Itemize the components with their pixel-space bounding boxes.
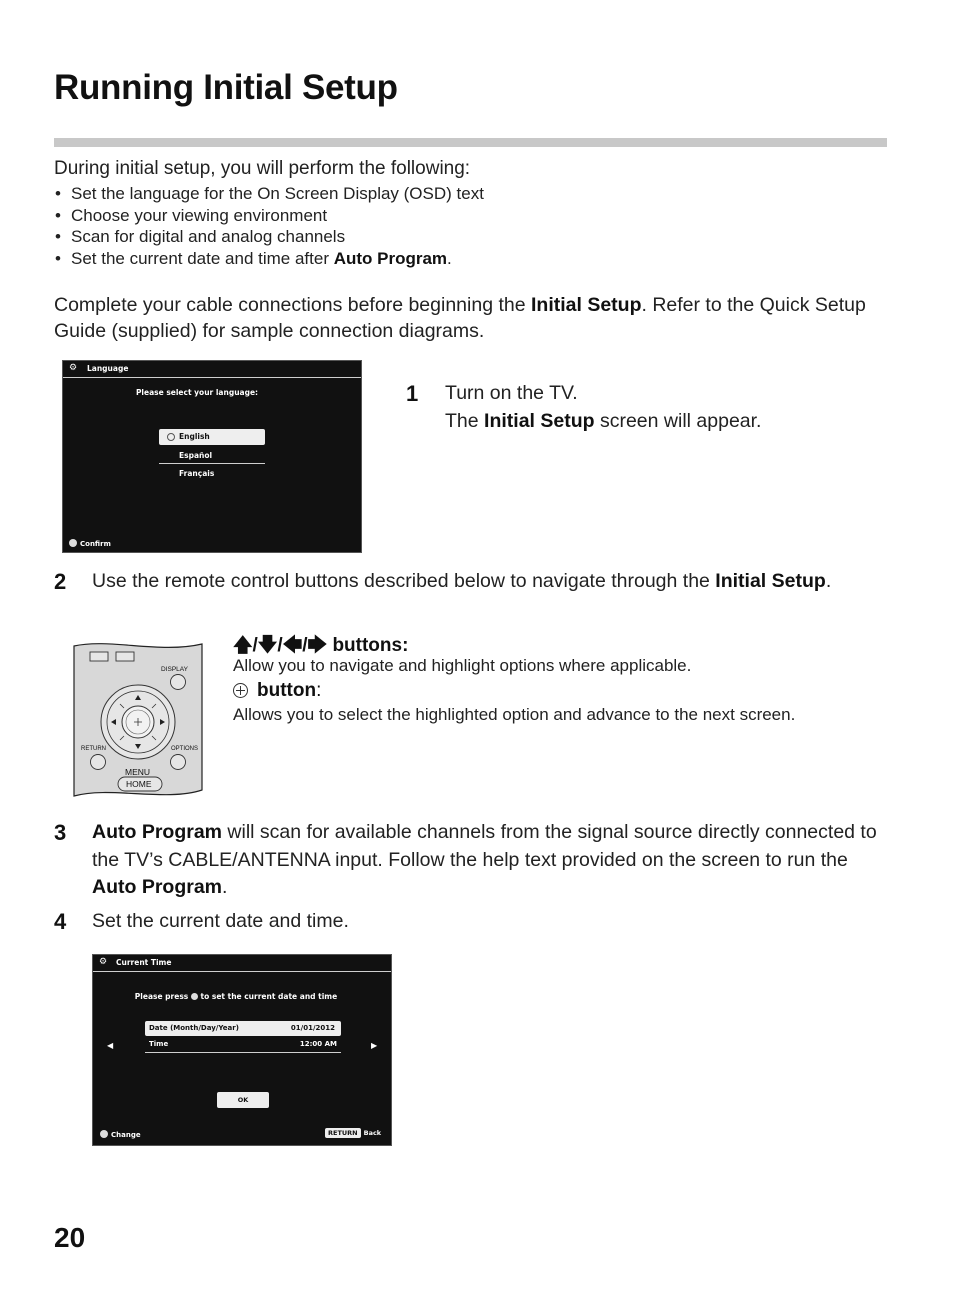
remote-menu-label: MENU: [125, 767, 151, 777]
return-button[interactable]: RETURN: [325, 1128, 361, 1138]
language-screen-title: Language: [87, 364, 129, 373]
enter-icon: [69, 539, 77, 547]
step-2-number: 2: [54, 569, 67, 594]
step-4-number: 4: [54, 909, 67, 934]
setup-icon: ⚙: [69, 363, 78, 373]
language-screen: [62, 360, 362, 553]
change-hint: Change: [100, 1130, 141, 1139]
enter-icon: [233, 683, 248, 698]
bullet4-pre: Set the current date and time after: [71, 248, 334, 268]
step-3-number: 3: [54, 820, 67, 845]
list-item: • Choose your viewing environment: [54, 205, 484, 227]
current-time-screen: [92, 954, 392, 1146]
list-item: [54, 248, 484, 270]
language-option-espanol[interactable]: [159, 447, 265, 464]
title-rule: [54, 138, 887, 147]
remote-display-label: DISPLAY: [161, 666, 188, 673]
language-screen-header: [63, 361, 361, 378]
language-option-label: Français: [179, 469, 215, 478]
para-post: . Refer to the Quick Setup Guide (supplied) for sample connection diagrams.: [54, 294, 866, 342]
step-1-line1: Turn on the TV.: [445, 382, 578, 404]
back-hint: [325, 1128, 381, 1138]
arrow-keys-icon: 🡅/🡇/🡄/🡆: [233, 635, 333, 656]
list-item: • Set the language for the On Screen Display (OSD) text: [54, 183, 484, 205]
center-button-title: button:: [233, 680, 321, 702]
bullet4-post: .: [447, 248, 452, 268]
language-option-label: English: [179, 432, 210, 441]
time-screen-title: Current Time: [116, 958, 172, 967]
center-button-desc: Allows you to select the highlighted option and advance to the next screen.: [233, 705, 796, 724]
setup-icon: ⚙: [99, 957, 108, 967]
step-3-text: Auto Program will scan for available channels from the signal source directly connected to the TV’s CABLE/ANTENNA input. Follow the help text provided on the screen to run the Auto Program.: [92, 821, 877, 898]
language-prompt: Please select your language:: [135, 388, 259, 397]
time-field[interactable]: [145, 1037, 341, 1053]
confirm-hint: Confirm: [69, 539, 111, 548]
date-field[interactable]: [145, 1021, 341, 1036]
step-2-text: Use the remote control buttons described below to navigate through the Initial Setup.: [92, 570, 832, 592]
language-option-francais[interactable]: [159, 465, 265, 481]
back-label: Back: [363, 1129, 382, 1137]
step-1-line2: The Initial Setup screen will appear.: [445, 410, 762, 432]
radio-icon: [167, 433, 175, 441]
date-field-label: Date (Month/Day/Year): [149, 1024, 239, 1032]
setup-task-list: [54, 183, 484, 269]
list-item: • Scan for digital and analog channels: [54, 226, 484, 248]
para-bold: Initial Setup: [530, 294, 642, 316]
time-field-value: 12:00 AM: [299, 1040, 337, 1048]
right-arrow-icon[interactable]: ▶: [371, 1041, 378, 1050]
page-title: Running Initial Setup: [54, 68, 398, 107]
bullet4-bold: Auto Program: [333, 248, 448, 268]
para-pre: Complete your cable connections before beginning the: [54, 294, 531, 316]
remote-control-illustration: [70, 640, 206, 800]
language-option-label: Español: [179, 451, 213, 460]
enter-icon: [100, 1130, 108, 1138]
time-field-label: Time: [149, 1040, 169, 1048]
remote-return-label: RETURN: [81, 746, 106, 752]
intro-text: During initial setup, you will perform the following:: [54, 158, 471, 179]
language-option-english[interactable]: [159, 429, 265, 445]
remote-options-label: OPTIONS: [171, 746, 199, 752]
remote-home-label: HOME: [126, 779, 152, 789]
arrow-buttons-desc: Allow you to navigate and highlight options where applicable.: [233, 656, 692, 675]
time-prompt: Please press to set the current date and time: [134, 992, 338, 1001]
left-arrow-icon[interactable]: ◀: [107, 1041, 114, 1050]
ok-button[interactable]: OK: [217, 1092, 269, 1108]
connection-paragraph: [54, 292, 899, 344]
date-field-value: 01/01/2012: [290, 1024, 335, 1032]
step-4-text: Set the current date and time.: [92, 910, 349, 932]
page-number: 20: [54, 1222, 86, 1253]
time-screen-header: [93, 955, 391, 972]
arrow-buttons-title: 🡅/🡇/🡄/🡆 buttons:: [233, 635, 409, 656]
enter-icon: [191, 993, 198, 1000]
step-1-number: 1: [406, 381, 419, 406]
